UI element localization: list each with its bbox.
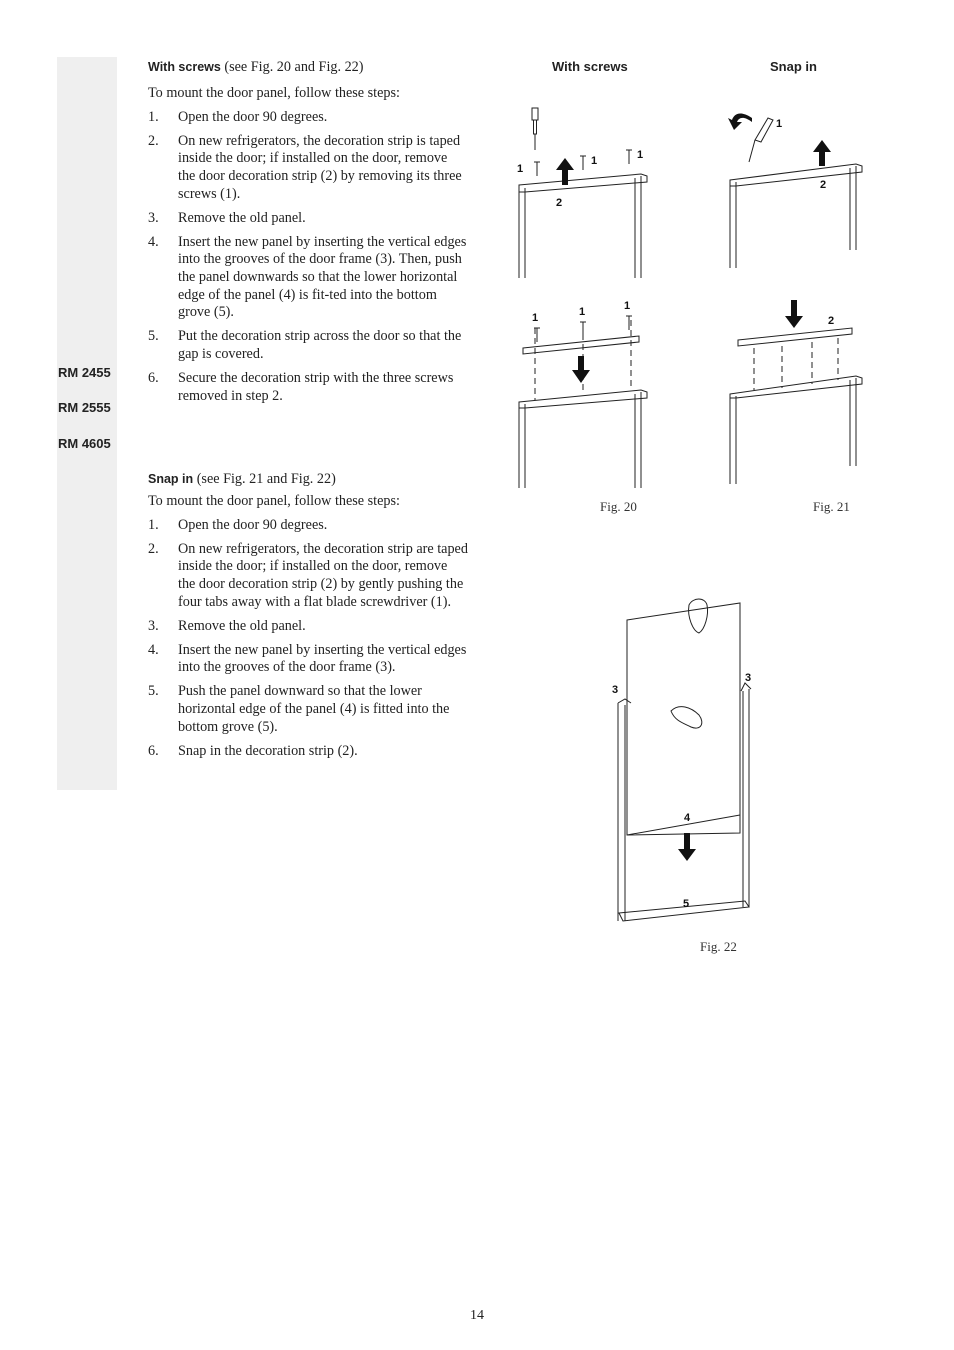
fig20-illustration xyxy=(505,100,665,495)
snap-in-section xyxy=(148,471,468,760)
callout-3: 3 xyxy=(612,684,619,696)
list-item: 4. Insert the new panel by inserting the vertical edges into the grooves of the door frame (3). xyxy=(148,641,467,676)
fig22-illustration xyxy=(605,595,770,930)
list-item: 1. Open the door 90 degrees. xyxy=(148,108,328,125)
list-item: 3. Remove the old panel. xyxy=(148,209,306,226)
fig20-caption: Fig. 20 xyxy=(600,499,637,514)
list-item: 6. Secure the decoration strip with the three screws removed in step 2. xyxy=(148,369,454,404)
model-label-rm4605: RM 4605 xyxy=(58,436,111,451)
model-label-rm2455: RM 2455 xyxy=(58,365,111,380)
fig21-caption: Fig. 21 xyxy=(813,499,850,514)
callout-1: 1 xyxy=(624,300,631,312)
callout-3: 3 xyxy=(745,672,752,684)
page-number: 14 xyxy=(470,1308,484,1323)
callout-1: 1 xyxy=(532,312,539,324)
snap-in-heading: Snap in xyxy=(148,472,194,486)
list-item: 2. On new refrigerators, the decoration strip is taped inside the door; if installed on the door, remove the door decoration strip (2) by removing its three screws (1). xyxy=(148,132,462,202)
list-item: 5. Put the decoration strip across the door so that the gap is covered. xyxy=(148,328,462,362)
with-screws-steps xyxy=(148,109,468,405)
callout-4: 4 xyxy=(684,812,691,824)
list-item: 3. Remove the old panel. xyxy=(148,617,306,634)
callout-2: 2 xyxy=(828,315,835,327)
callout-2: 2 xyxy=(820,179,827,191)
callout-1: 1 xyxy=(776,118,783,130)
snap-in-intro: To mount the door panel, follow these steps: xyxy=(148,492,400,509)
callout-1: 1 xyxy=(579,306,586,318)
with-screws-figure-label: With screws xyxy=(552,59,628,74)
with-screws-ref: (see Fig. 20 and Fig. 22) xyxy=(220,59,364,75)
with-screws-heading: With screws xyxy=(148,60,221,74)
with-screws-section xyxy=(148,59,468,405)
list-item: 6. Snap in the decoration strip (2). xyxy=(148,742,358,759)
with-screws-intro: To mount the door panel, follow these steps: xyxy=(148,84,400,101)
callout-2: 2 xyxy=(556,197,563,209)
callout-5: 5 xyxy=(683,898,690,910)
snap-in-ref: (see Fig. 21 and Fig. 22) xyxy=(193,471,336,487)
callout-1: 1 xyxy=(517,163,524,175)
snap-in-figure-label: Snap in xyxy=(770,59,817,74)
fig22-caption: Fig. 22 xyxy=(700,939,737,954)
snap-in-steps xyxy=(148,517,468,761)
callout-1: 1 xyxy=(637,149,644,161)
list-item: 1. Open the door 90 degrees. xyxy=(148,516,328,533)
list-item: 4. Insert the new panel by inserting the vertical edges into the grooves of the door frame (3). Then, push the panel downwards so that the lower horizontal edge of the panel (4) is fit-ted into the bottom grove (5). xyxy=(148,233,467,321)
list-item: 2. On new refrigerators, the decoration strip are taped inside the door; if installed on the door, remove the door decoration strip (2) by gently pushing the four tabs away with a flat blade screwdriver (1). xyxy=(148,540,468,610)
model-label-rm2555: RM 2555 xyxy=(58,400,111,415)
callout-1: 1 xyxy=(591,155,598,167)
sidebar-band xyxy=(57,57,117,790)
fig21-illustration xyxy=(720,100,870,485)
list-item: 5. Push the panel downward so that the lower horizontal edge of the panel (4) is fitted into the bottom grove (5). xyxy=(148,683,450,735)
